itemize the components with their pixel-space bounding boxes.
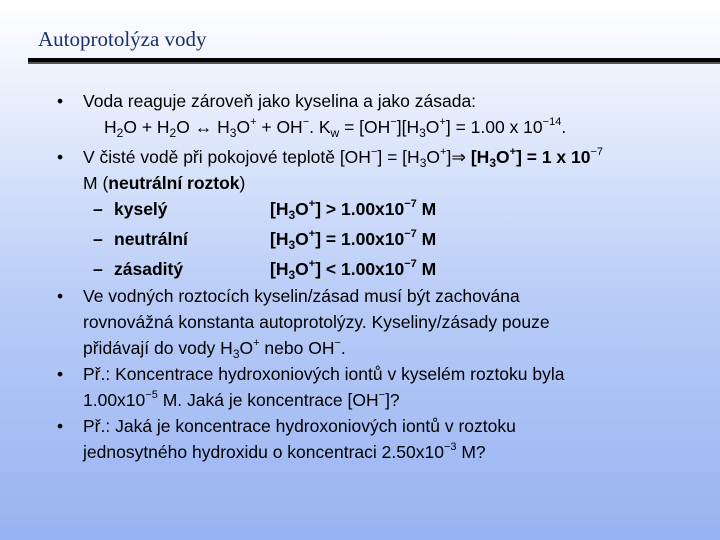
bullet-marker: • <box>57 364 64 384</box>
title-underline <box>28 58 720 62</box>
bullet-3-line-1: Ve vodných roztocích kyselin/zásad musí být zachována <box>83 286 520 306</box>
bullet-5-line-1: Př.: Jaká je koncentrace hydroxoniových iontů v roztoku <box>83 416 516 436</box>
basic-condition: $[H_3O^+] < 1.00x10^{-7}$ M <box>270 258 437 282</box>
acidic-condition: $[H_3O^+] > 1.00x10^{-7}$ M <box>270 198 437 222</box>
neutral-label: neutrální <box>114 229 188 249</box>
acidic-label: kyselý <box>114 199 168 219</box>
basic-dash: – <box>93 259 103 279</box>
bullet-marker: • <box>57 147 64 167</box>
bullet-3-line-2: rovnovážná konstanta autoprotolýzy. Kyseliny/zásady pouze <box>83 312 550 332</box>
bullet-4-line-2: $1.00x10^{-5}$ M. Jaká je koncentrace [OH−]? <box>83 389 400 410</box>
equilibrium-arrow-icon: ↔ <box>194 117 213 137</box>
bullet-2-line-2: M (neutrální roztok) <box>83 173 246 193</box>
neutral-dash: – <box>93 229 103 249</box>
bullet-marker: • <box>57 286 64 306</box>
bullet-marker: • <box>57 416 64 436</box>
bullet-4-line-1: Př.: Koncentrace hydroxoniových iontů v kyselém roztoku byla <box>83 364 565 384</box>
bullet-2-line-1: V čisté vodě při pokojové teplotě $[OH^-] = [H_3O^+]\Rightarrow$ $[H_3O^+] = 1$ x $10^{-7}$ <box>83 146 604 170</box>
bullet-3-line-3: přidávají do vody $H_3O^+$ nebo OH−. <box>83 337 346 361</box>
water-autoprotolysis-equation: $H_2O + H_2O$ ↔ $H_3O^+ + OH^-$. $K_w = [OH^-][H_3O^+] = 1.00$ x $10^{-14}$. <box>104 116 567 140</box>
acidic-dash: – <box>93 199 103 219</box>
bullet-marker: • <box>57 91 64 111</box>
bullet-1-line-1: Voda reaguje zároveň jako kyselina a jako zásada: <box>83 91 477 111</box>
neutral-condition: $[H_3O^+] = 1.00x10^{-7}$ M <box>270 228 437 252</box>
slide-title: Autoprotolýza vody <box>38 27 207 51</box>
basic-label: zásaditý <box>114 259 184 279</box>
bullet-5-line-2: jednosytného hydroxidu o koncentraci $2.50x10^{-3}$ M? <box>83 441 486 462</box>
implies-arrow-icon: ⇒ <box>451 147 466 167</box>
